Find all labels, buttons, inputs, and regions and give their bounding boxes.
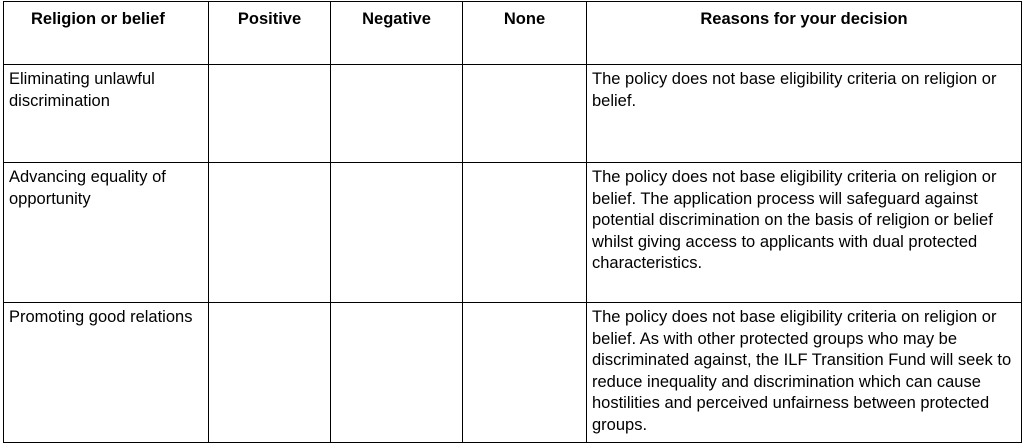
row-label: Advancing equality of opportunity [4,163,209,303]
cell-negative [331,303,463,443]
cell-negative [331,65,463,163]
header-positive: Positive [209,2,331,65]
header-row [4,2,1022,65]
row-label: Promoting good relations [4,303,209,443]
table-row [4,303,1022,443]
cell-positive [209,163,331,303]
cell-reason: The policy does not base eligibility criteria on religion or belief. The application process will safeguard against potential discrimination on the basis of religion or belief whilst giving access to applicants with dual protected characteristics. [587,163,1022,303]
cell-negative [331,163,463,303]
table-row [4,163,1022,303]
cell-none [463,303,587,443]
header-reasons: Reasons for your decision [587,2,1022,65]
header-religion-or-belief: Religion or belief [4,2,209,65]
row-label: Eliminating unlawful discrimination [4,65,209,163]
cell-positive [209,303,331,443]
cell-positive [209,65,331,163]
cell-none [463,163,587,303]
header-none: None [463,2,587,65]
cell-reason: The policy does not base eligibility criteria on religion or belief. As with other protected groups who may be discriminated against, the ILF Transition Fund will seek to reduce inequality and discrimination which can cause hostilities and perceived unfairness between protected groups. [587,303,1022,443]
equality-impact-table [3,1,1022,443]
table-row [4,65,1022,163]
cell-none [463,65,587,163]
cell-reason: The policy does not base eligibility criteria on religion or belief. [587,65,1022,163]
header-negative: Negative [331,2,463,65]
